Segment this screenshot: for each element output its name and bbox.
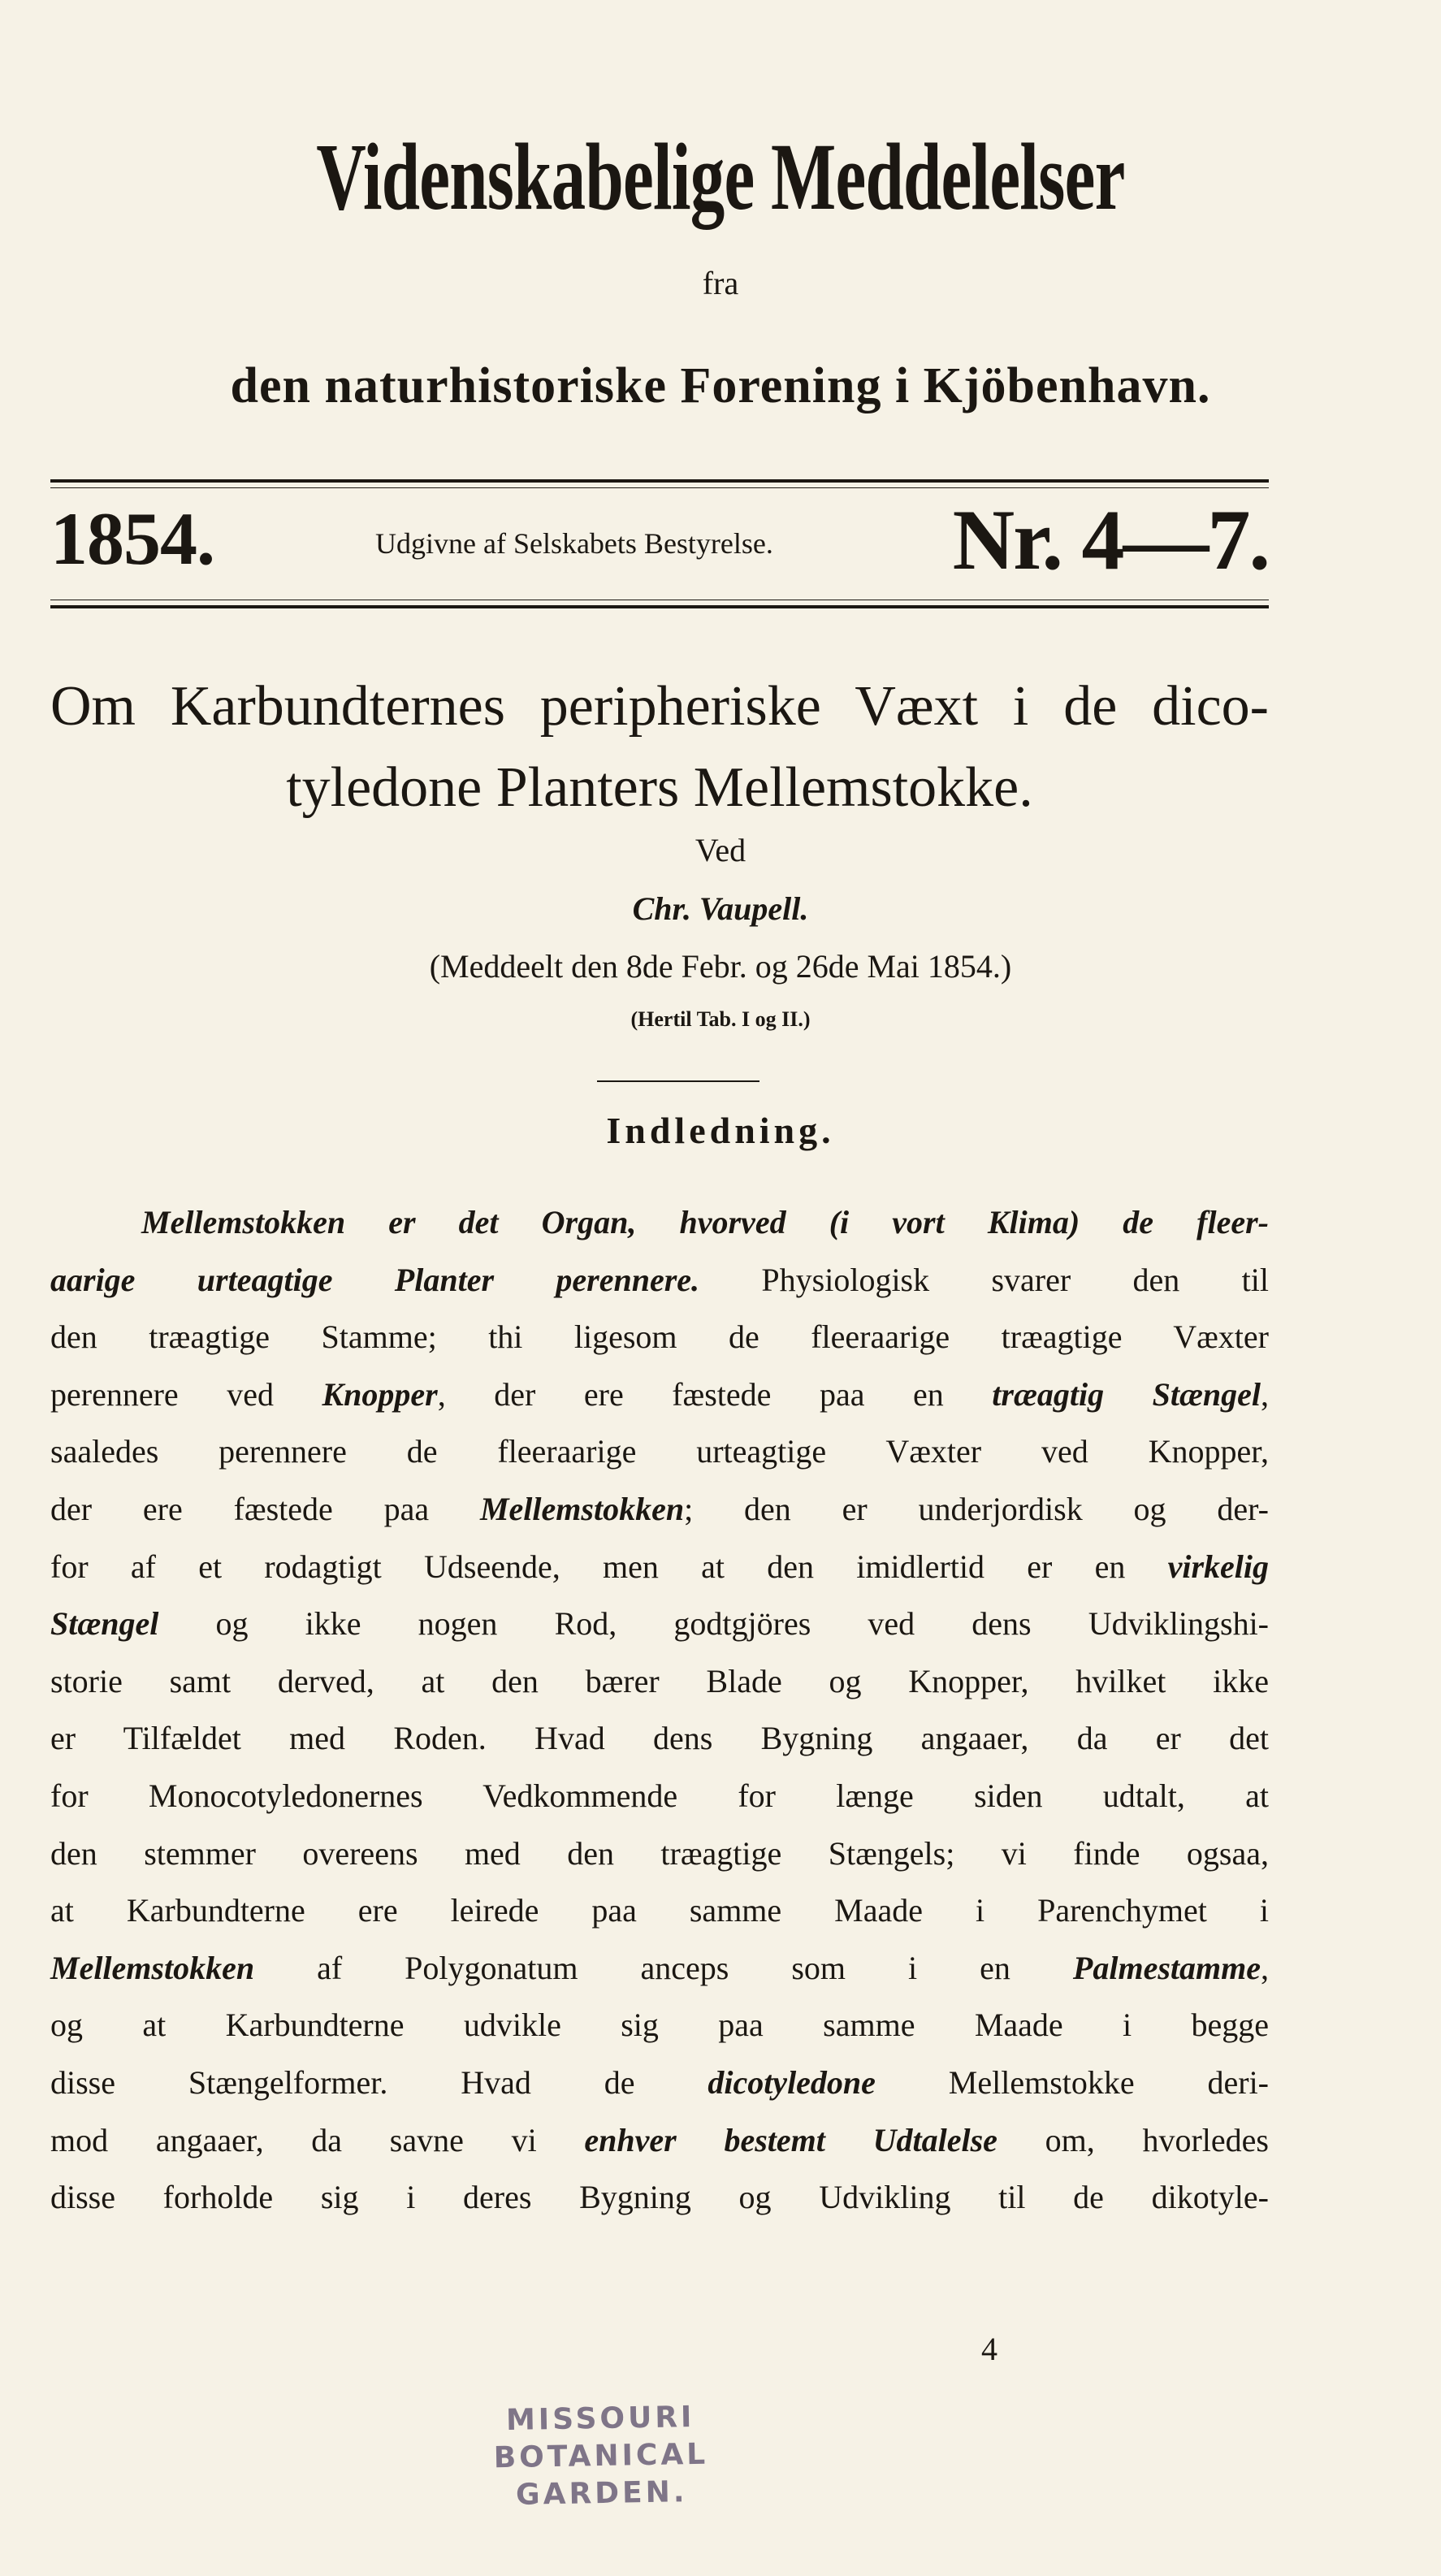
emphasized-text: træagtig Stængel	[992, 1375, 1261, 1413]
body-line	[50, 1768, 1269, 1825]
communication-date: (Meddeelt den 8de Febr. og 26de Mai 1854.)	[429, 948, 1012, 985]
journal-fra: fra	[702, 265, 739, 301]
stamp-line: GARDEN.	[515, 2475, 688, 2512]
body-line	[50, 2169, 1269, 2227]
journal-title: Videnskabelige Meddelelser	[316, 123, 1125, 230]
emphasized-text: Knopper	[322, 1375, 438, 1413]
body-line	[50, 2112, 1269, 2170]
body-line	[50, 1366, 1269, 1424]
header-rule-thick-top	[50, 479, 1269, 483]
library-stamp	[438, 2398, 764, 2516]
body-text-run: storie samt derved, at den bærer Blade og Knopper, hvilket ikke	[50, 1662, 1269, 1699]
issue-publisher: Udgivne af Selskabets Bestyrelse.	[375, 527, 773, 560]
emphasized-text: virkelig	[1167, 1548, 1269, 1585]
body-line	[50, 1252, 1269, 1310]
body-text-run: mod angaaer, da savne vi	[50, 2121, 585, 2158]
body-line	[50, 1940, 1269, 1998]
byline-ved: Ved	[695, 832, 746, 868]
body-line	[50, 1653, 1269, 1711]
emphasized-text: Mellemstokken	[479, 1490, 685, 1527]
body-text-run: og ikke nogen Rod, godtgjöres ved dens Udviklingshi-	[158, 1605, 1269, 1643]
body-line	[50, 1595, 1269, 1653]
body-text-run: at Karbundterne ere leirede paa samme Maade i Parenchymet i	[50, 1892, 1269, 1929]
body-text-run: saaledes perennere de fleeraarige urteagtige Væxter ved Knopper,	[50, 1433, 1269, 1470]
plates-note: (Hertil Tab. I og II.)	[630, 1007, 811, 1031]
section-heading: Indledning.	[606, 1110, 835, 1151]
header-rule-thin-top	[50, 487, 1269, 488]
body-line	[50, 1194, 1269, 1252]
body-text-run: den stemmer overeens med den træagtige Stængels; vi finde ogsaa,	[50, 1834, 1269, 1872]
emphasized-text: enhver bestemt Udtalelse	[584, 2121, 997, 2158]
body-text-run: for af et rodagtigt Udseende, men at den imidlertid er en	[50, 1548, 1168, 1585]
body-text-run: den træagtige Stamme; thi ligesom de fleeraarige træagtige Væxter	[50, 1318, 1269, 1356]
article-title-line: tyledone Planters Mellemstokke.	[286, 756, 1033, 819]
body-line	[50, 1825, 1269, 1883]
body-text-run: om, hvorledes	[997, 2121, 1269, 2158]
issue-number: Nr. 4—7.	[952, 492, 1269, 587]
emphasized-text: Mellemstokken er det Organ, hvorved (i vort Klima) de fleer-	[141, 1204, 1269, 1240]
article-title	[50, 666, 1269, 829]
body-text-run: er Tilfældet med Roden. Hvad dens Bygning angaaer, da er det	[50, 1720, 1269, 1757]
body-text-run: der ere fæstede paa	[50, 1490, 480, 1527]
body-line	[50, 1539, 1269, 1596]
issue-year: 1854.	[50, 497, 214, 580]
body-text-run: ,	[1260, 1375, 1269, 1413]
emphasized-text: Palmestamme	[1072, 1949, 1261, 1986]
body-text-run: , der ere fæstede paa en	[437, 1375, 993, 1413]
emphasized-text: Mellemstokken	[50, 1949, 255, 1986]
stamp-line: BOTANICAL	[493, 2437, 709, 2475]
body-text-run: disse forholde sig i deres Bygning og Udvikling til de dikotyle-	[50, 2179, 1269, 2216]
body-text-run: Physiologisk svarer den til	[699, 1261, 1270, 1298]
body-text-run: for Monocotyledonernes Vedkommende for længe siden udtalt, at	[50, 1777, 1269, 1814]
society-name: den naturhistoriske Forening i Kjöbenhavn.	[230, 358, 1211, 413]
body-line	[50, 1423, 1269, 1481]
body-text-run: af Polygonatum anceps som i en	[254, 1949, 1073, 1986]
emphasized-text: aarige urteagtige Planter perennere.	[50, 1261, 700, 1298]
author-name: Chr. Vaupell.	[632, 890, 809, 927]
body-line	[50, 1997, 1269, 2054]
body-paragraph	[50, 1194, 1269, 2227]
body-text-run: ; den er underjordisk og der-	[684, 1490, 1269, 1527]
body-text-run: disse Stængelformer. Hvad de	[50, 2063, 708, 2101]
body-line	[50, 1710, 1269, 1768]
body-line	[50, 1481, 1269, 1539]
article-title-line: Om Karbundternes peripheriske Væxt i de dico-	[50, 675, 1269, 738]
emphasized-text: dicotyledone	[708, 2063, 876, 2101]
header-rule-thick-bottom	[50, 605, 1269, 608]
body-text-run: ,	[1261, 1949, 1269, 1986]
body-line	[50, 2054, 1269, 2112]
page-number: 4	[981, 2331, 997, 2367]
body-line	[50, 1882, 1269, 1940]
stamp-line: MISSOURI	[505, 2400, 695, 2438]
emphasized-text: Stængel	[50, 1605, 159, 1643]
body-text-run: Mellemstokke deri-	[875, 2063, 1269, 2101]
body-text-run: og at Karbundterne udvikle sig paa samme Maade i begge	[50, 2007, 1269, 2044]
body-text-run: perennere ved	[50, 1375, 322, 1413]
body-line	[50, 1309, 1269, 1366]
section-divider	[597, 1080, 759, 1082]
